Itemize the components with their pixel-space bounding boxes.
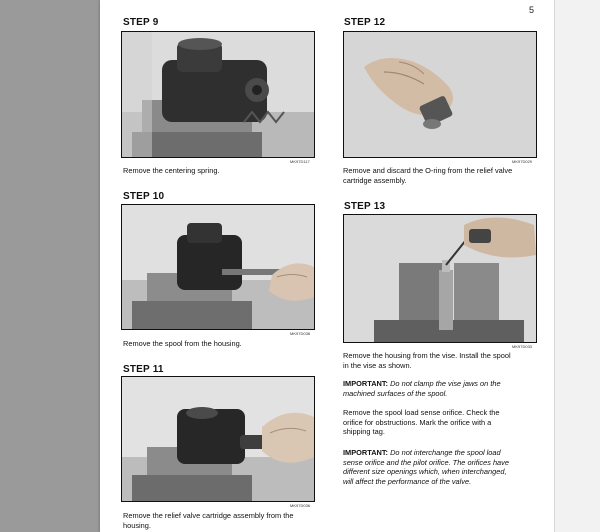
step-9-photo [121, 31, 315, 158]
step-11-caption-line-2: housing. [123, 520, 151, 530]
step-13-caption-line-2: in the vise as shown. [343, 360, 412, 370]
step-12-photo-code: MK97D029 [512, 159, 533, 164]
step-12-caption-line-1: Remove and discard the O-ring from the relief valve [343, 166, 513, 175]
step-13-photo-code: MK97D033 [512, 344, 533, 349]
important-note-2-label: IMPORTANT: [343, 448, 389, 457]
step-10-caption: Remove the spool from the housing. [123, 339, 242, 348]
important-note-1-label: IMPORTANT: [343, 379, 389, 388]
step-11-caption [123, 511, 293, 530]
important-note-2-text-1: Do not interchange the spool load [390, 448, 501, 457]
important-note-1-line-1 [343, 379, 501, 389]
important-note-2-line-4 [343, 477, 509, 487]
important-note-1-text-2: machined surfaces of the spool. [343, 388, 448, 398]
important-note-1-line-2 [343, 389, 501, 399]
important-note-1 [343, 379, 501, 398]
step-11-photo [121, 376, 315, 502]
step-12-photo [343, 31, 537, 158]
step-10-photo [121, 204, 315, 330]
important-note-1-text-1: Do not clamp the vise jaws on the [390, 379, 501, 388]
important-note-2-text-3: different size openings which, when interchanged, [343, 467, 507, 476]
orifice-paragraph-line-2: orifice for obstructions. Mark the orifice with a [343, 417, 492, 427]
step-12-caption-line-2: cartridge assembly. [343, 175, 407, 185]
important-note-2-line-2 [343, 458, 509, 468]
viewer-scroll-edge[interactable] [554, 0, 600, 532]
orifice-paragraph-line-3: shipping tag. [343, 427, 385, 436]
step-11-photo-code: MK97D036 [290, 503, 311, 508]
step-9-caption: Remove the centering spring. [123, 166, 220, 175]
step-10-photo-code: MK97D038 [290, 331, 311, 336]
important-note-2-line-1 [343, 448, 509, 458]
step-9-photo-code: MK97D117 [290, 159, 310, 164]
step-12-caption [343, 166, 512, 185]
step-13-caption [343, 351, 511, 370]
step-11-caption-line-1: Remove the relief valve cartridge assembly from the [123, 511, 294, 520]
orifice-paragraph-line-1: Remove the spool load sense orifice. Check the [343, 408, 500, 417]
step-9-heading: STEP 9 [123, 17, 159, 28]
step-13-caption-line-1: Remove the housing from the vise. Install the spool [343, 351, 511, 360]
important-note-2-text-4: will affect the performance of the valve. [343, 476, 472, 486]
step-13-heading: STEP 13 [344, 201, 386, 212]
orifice-paragraph [343, 408, 500, 437]
step-12-heading: STEP 12 [344, 17, 386, 28]
step-13-photo [343, 214, 537, 343]
page-number: 5 [529, 5, 535, 15]
important-note-2-line-3 [343, 467, 509, 477]
important-note-2-text-2: sense orifice and the pilot orifice. The orifices have [343, 457, 509, 467]
important-note-2 [343, 448, 509, 486]
step-11-heading: STEP 11 [123, 364, 164, 375]
step-10-heading: STEP 10 [123, 191, 165, 202]
